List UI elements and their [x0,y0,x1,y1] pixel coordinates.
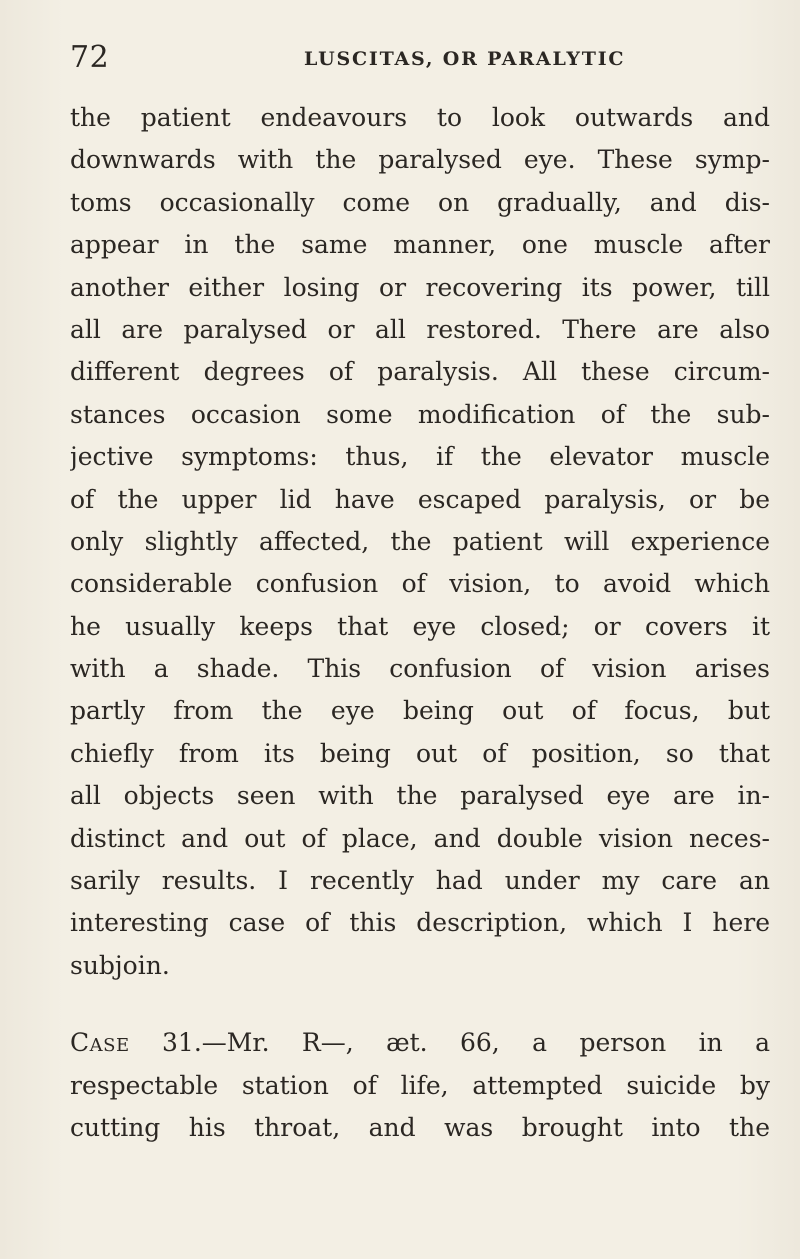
case-label: Case [70,1028,130,1058]
text-line: respectable station of life, attempted suicide by [70,1070,770,1100]
page-header [70,38,690,78]
text-line: only slightly affected, the patient will experience [70,526,770,556]
text-line: the patient endeavours to look outwards and [70,103,770,132]
paragraph-gap [70,987,770,1022]
text-line: partly from the eye being out of focus, but [70,696,770,726]
paragraph-1 [70,97,770,987]
text-line: he usually keeps that eye closed; or covers it [70,611,770,641]
text-line: considerable confusion of vision, to avoid which [70,569,770,599]
paragraph-2-case [70,1022,770,1149]
text-line: different degrees of paralysis. All these circum- [70,357,770,387]
text-line: distinct and out of place, and double vision neces- [70,823,770,853]
text-line: of the upper lid have escaped paralysis, or be [70,484,770,514]
text-line: appear in the same manner, one muscle after [70,230,770,260]
text-line: toms occasionally come on gradually, and dis- [70,187,770,217]
body-text [70,97,770,1149]
text-line: chiefly from its being out of position, so that [70,738,770,768]
case-intro-text: 31.—Mr. R—, æt. 66, a person in a [129,1028,770,1058]
page-number: 72 [70,40,110,75]
text-line: all are paralysed or all restored. There are also [70,314,770,344]
case-heading-line [70,1022,770,1064]
running-head: LUSCITAS, OR PARALYTIC [304,48,626,70]
text-line: with a shade. This confusion of vision arises [70,654,770,684]
text-line: stances occasion some modification of the sub- [70,399,770,429]
text-line: all objects seen with the paralysed eye are in- [70,781,770,811]
text-line: interesting case of this description, which I here [70,908,770,938]
text-line: jective symptoms: thus, if the elevator muscle [70,442,770,472]
text-line: downwards with the paralysed eye. These symp- [70,145,770,175]
text-line: subjoin. [70,950,170,980]
text-line: cutting his throat, and was brought into the [70,1112,770,1142]
text-line: sarily results. I recently had under my care an [70,866,770,896]
text-line: another either losing or recovering its power, till [70,272,770,302]
